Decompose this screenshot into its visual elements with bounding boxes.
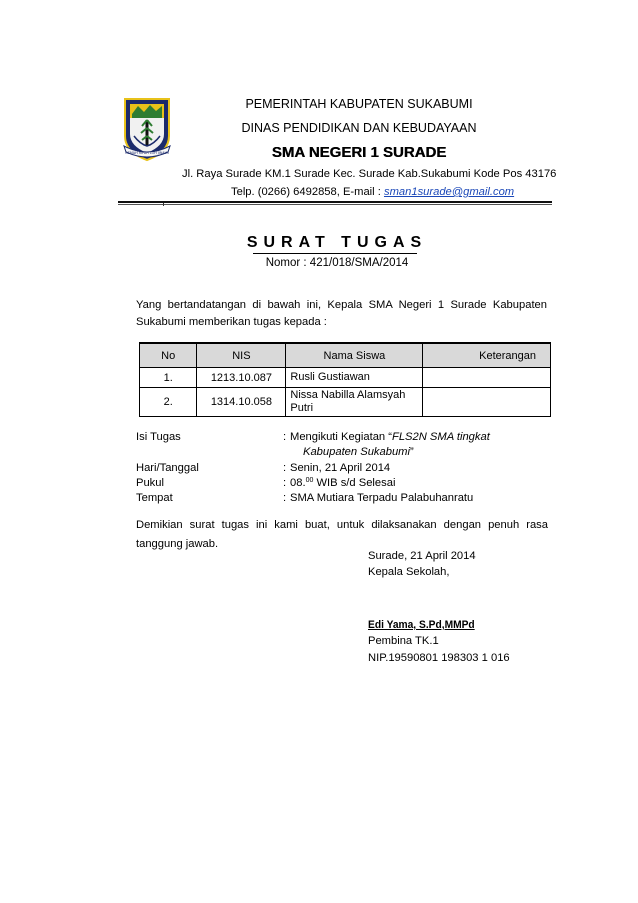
header-no: No — [140, 343, 197, 368]
time-rest: WIB s/d Selesai — [313, 477, 396, 489]
intro-paragraph: Yang bertandatangan di bawah ini, Kepala SMA Negeri 1 Surade Kabupaten Sukabumi memberikan tugas kepada : — [136, 299, 547, 328]
task-colon: : — [283, 431, 287, 443]
time-hour: 08. — [290, 477, 306, 489]
time-colon: : — [283, 477, 287, 489]
task-label: Isi Tugas — [136, 431, 181, 443]
signatory-name: Edi Yama, S.Pd,MMPd — [368, 619, 475, 631]
cell-name: Nissa Nabilla Alamsyah Putri — [286, 388, 423, 417]
time-minutes: 00 — [305, 477, 314, 484]
date-colon: : — [283, 462, 287, 474]
department-name: DINAS PENDIDIKAN DAN KEBUDAYAAN — [241, 121, 477, 135]
letterhead-rule-tick — [163, 203, 164, 206]
document-title: SURAT TUGAS — [246, 234, 428, 251]
closing-paragraph: Demikian surat tugas ini kami buat, untuk dilaksanakan dengan penuh rasa tanggung jawab. — [136, 519, 548, 550]
signatory-rank: Pembina TK.1 — [368, 635, 439, 647]
date-value: Senin, 21 April 2014 — [290, 462, 391, 474]
cell-nis: 1314.10.058 — [197, 388, 286, 417]
signatory-nip: NIP.19590801 198303 1 016 — [368, 652, 510, 664]
signature-position: Kepala Sekolah, — [368, 566, 450, 578]
cell-nis: 1213.10.087 — [197, 368, 286, 388]
school-address: Jl. Raya Surade KM.1 Surade Kec. Surade Kab.Sukabumi Kode Pos 43176 — [182, 168, 557, 180]
cell-note — [423, 388, 551, 417]
task-value-line1 — [290, 431, 490, 443]
contact-line — [231, 186, 514, 198]
school-name: SMA NEGERI 1 SURADE — [271, 144, 447, 161]
header-note: Keterangan — [423, 343, 551, 368]
task-suffix: ” — [409, 446, 414, 458]
cell-note — [423, 368, 551, 388]
header-name: Nama Siswa — [286, 343, 423, 368]
cell-name: Rusli Gustiawan — [286, 368, 423, 388]
place-colon: : — [283, 492, 287, 504]
phone-label: Telp. (0266) 6492858, E-mail : — [231, 186, 384, 198]
time-value — [290, 477, 395, 489]
document-number: Nomor : 421/018/SMA/2014 — [265, 257, 409, 269]
title-underline — [253, 253, 417, 254]
letterhead-rule-thin — [118, 204, 552, 205]
student-table — [139, 342, 551, 417]
logo-motto: GEMAH RIPAH LOH JINAWI — [125, 151, 169, 155]
header-nis: NIS — [197, 343, 286, 368]
place-label: Tempat — [136, 492, 173, 504]
cell-no: 2. — [140, 388, 197, 417]
table-header-row — [140, 343, 551, 368]
signature-place-date: Surade, 21 April 2014 — [368, 550, 476, 562]
email-link[interactable]: sman1surade@gmail.com — [383, 186, 515, 198]
time-label: Pukul — [136, 477, 164, 489]
task-italic-2: Kabupaten Sukabumi — [303, 446, 410, 458]
table-row — [140, 368, 551, 388]
cell-no: 1. — [140, 368, 197, 388]
table-row — [140, 388, 551, 417]
date-label: Hari/Tanggal — [136, 462, 199, 474]
task-italic-1: FLS2N SMA tingkat — [392, 431, 490, 443]
task-value-line2 — [303, 446, 414, 458]
government-name: PEMERINTAH KABUPATEN SUKABUMI — [245, 97, 473, 111]
letterhead-rule — [118, 201, 552, 203]
place-value: SMA Mutiara Terpadu Palabuhanratu — [290, 492, 474, 504]
task-prefix: Mengikuti Kegiatan “ — [290, 431, 392, 443]
